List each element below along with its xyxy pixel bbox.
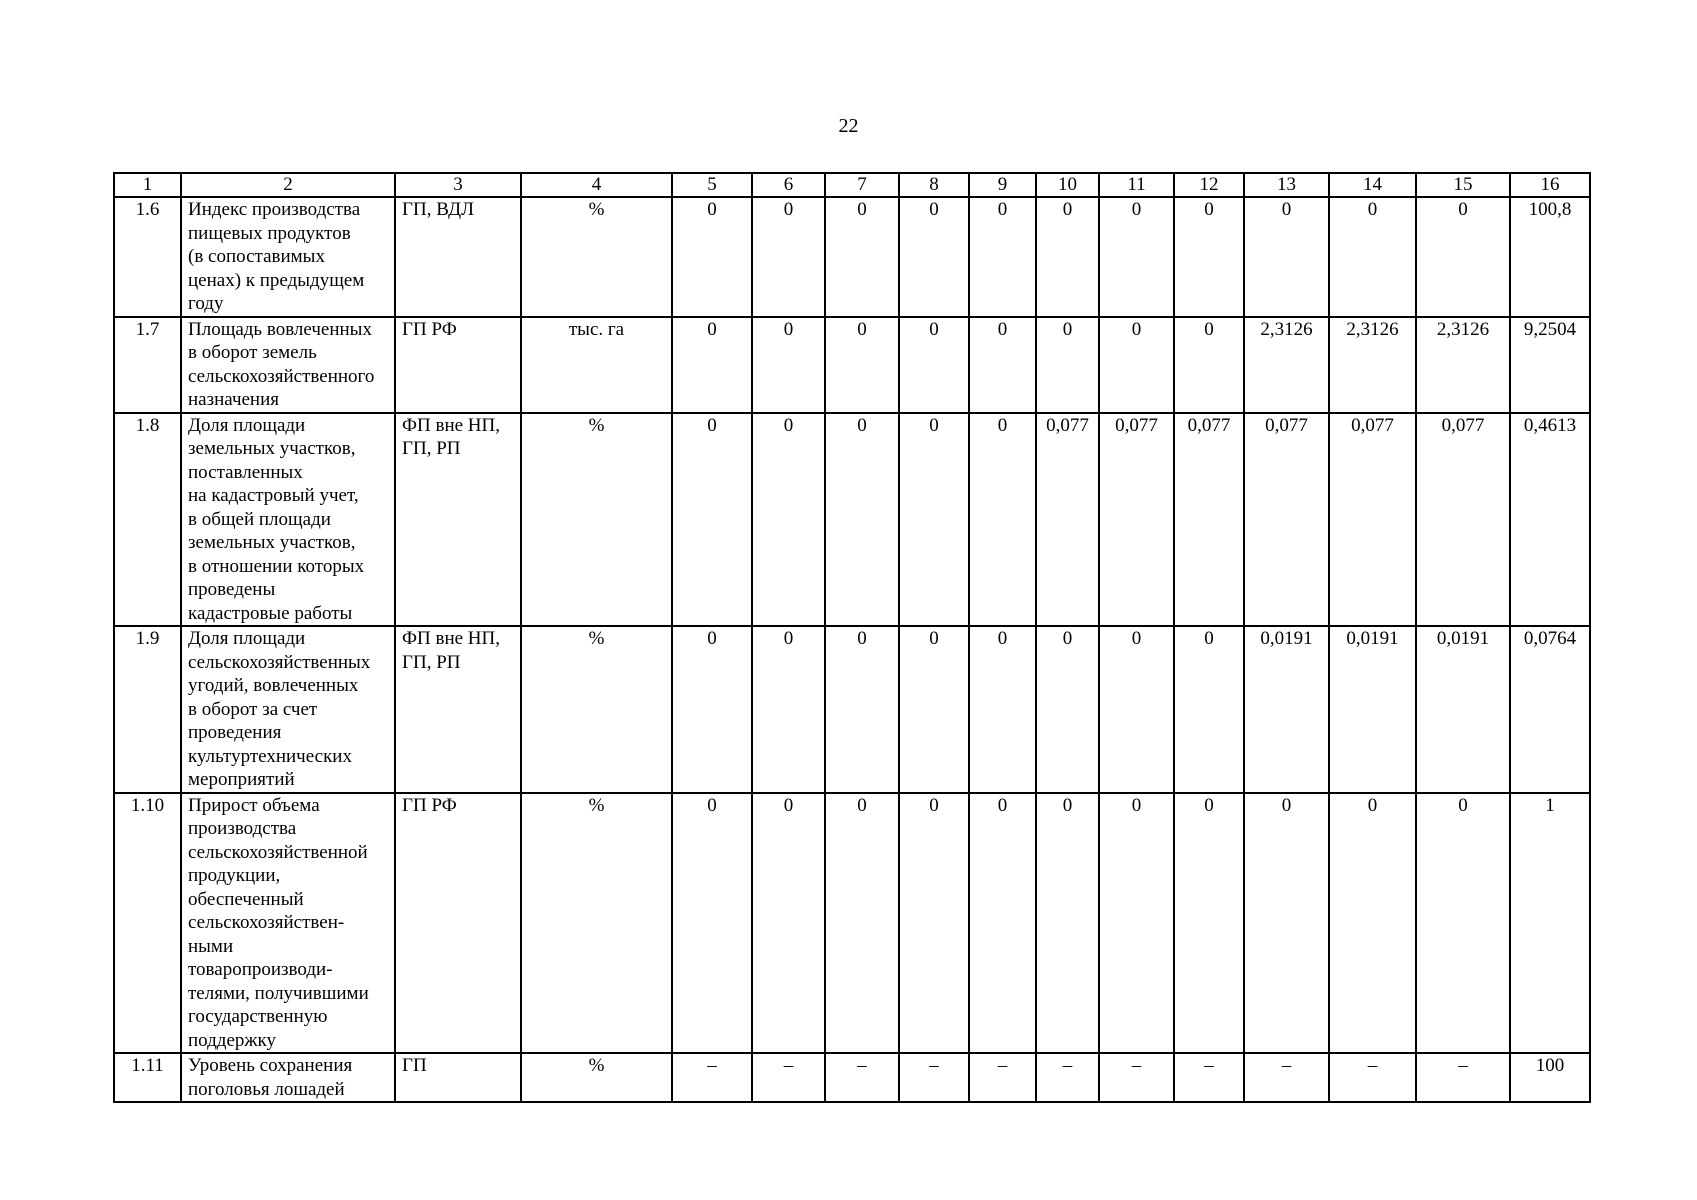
value-cell: 2,3126 bbox=[1244, 317, 1329, 413]
value-cell: 0 bbox=[672, 197, 752, 317]
value-cell: 0 bbox=[1099, 197, 1174, 317]
value-cell: 0 bbox=[825, 317, 899, 413]
value-cell: – bbox=[1329, 1053, 1416, 1102]
page-number: 22 bbox=[838, 115, 859, 137]
row-number-cell: 1.6 bbox=[114, 197, 181, 317]
value-cell: 0 bbox=[1416, 793, 1510, 1054]
table-row bbox=[114, 317, 1590, 413]
unit-cell: % bbox=[521, 626, 672, 793]
value-cell: 0 bbox=[969, 793, 1036, 1054]
source-cell: ФП вне НП, ГП, РП bbox=[395, 413, 521, 627]
value-cell: 0 bbox=[825, 413, 899, 627]
value-cell: 0 bbox=[672, 793, 752, 1054]
indicators-table bbox=[113, 172, 1591, 1103]
value-cell: 0 bbox=[969, 413, 1036, 627]
value-cell: 0 bbox=[899, 793, 969, 1054]
value-cell: 0 bbox=[899, 317, 969, 413]
column-number-cell: 11 bbox=[1099, 173, 1174, 197]
value-cell: 0,4613 bbox=[1510, 413, 1590, 627]
value-cell: – bbox=[672, 1053, 752, 1102]
column-number-cell: 7 bbox=[825, 173, 899, 197]
indicator-name-cell: Прирост объема производства сельскохозяйственной продукции, обеспеченный сельскохозяйствен- ными товаропроизводи- телями, получившими государственную поддержку bbox=[181, 793, 395, 1054]
indicator-name-cell: Доля площади земельных участков, поставленных на кадастровый учет, в общей площади земельных участков, в отношении которых проведены кадастровые работы bbox=[181, 413, 395, 627]
column-number-cell: 15 bbox=[1416, 173, 1510, 197]
value-cell: 0 bbox=[825, 626, 899, 793]
indicator-name-cell: Уровень сохранения поголовья лошадей bbox=[181, 1053, 395, 1102]
value-cell: 0,077 bbox=[1244, 413, 1329, 627]
column-number-cell: 10 bbox=[1036, 173, 1099, 197]
column-number-cell: 6 bbox=[752, 173, 825, 197]
value-cell: 0,077 bbox=[1174, 413, 1244, 627]
table-row bbox=[114, 413, 1590, 627]
indicator-name-cell: Индекс производства пищевых продуктов (в сопоставимых ценах) к предыдущем году bbox=[181, 197, 395, 317]
value-cell: 0 bbox=[825, 793, 899, 1054]
column-number-cell: 2 bbox=[181, 173, 395, 197]
table-row bbox=[114, 626, 1590, 793]
value-cell: 0 bbox=[1244, 793, 1329, 1054]
value-cell: 0 bbox=[899, 626, 969, 793]
value-cell: 0 bbox=[1036, 626, 1099, 793]
table-row bbox=[114, 1053, 1590, 1102]
value-cell: – bbox=[899, 1053, 969, 1102]
column-number-cell: 9 bbox=[969, 173, 1036, 197]
value-cell: 0 bbox=[1174, 317, 1244, 413]
value-cell: 0 bbox=[1099, 317, 1174, 413]
value-cell: 0 bbox=[825, 197, 899, 317]
value-cell: 0,0191 bbox=[1416, 626, 1510, 793]
value-cell: 0 bbox=[752, 793, 825, 1054]
row-number-cell: 1.8 bbox=[114, 413, 181, 627]
column-number-cell: 12 bbox=[1174, 173, 1244, 197]
source-cell: ГП РФ bbox=[395, 793, 521, 1054]
unit-cell: тыс. га bbox=[521, 317, 672, 413]
value-cell: 2,3126 bbox=[1416, 317, 1510, 413]
value-cell: 0,0191 bbox=[1244, 626, 1329, 793]
column-number-cell: 4 bbox=[521, 173, 672, 197]
column-number-cell: 13 bbox=[1244, 173, 1329, 197]
column-number-cell: 1 bbox=[114, 173, 181, 197]
value-cell: 0,0191 bbox=[1329, 626, 1416, 793]
value-cell: 0 bbox=[1244, 197, 1329, 317]
value-cell: 0,0764 bbox=[1510, 626, 1590, 793]
value-cell: 0 bbox=[1036, 793, 1099, 1054]
value-cell: 0 bbox=[672, 626, 752, 793]
value-cell: 0 bbox=[899, 197, 969, 317]
row-number-cell: 1.10 bbox=[114, 793, 181, 1054]
row-number-cell: 1.7 bbox=[114, 317, 181, 413]
indicator-name-cell: Доля площади сельскохозяйственных угодий, вовлеченных в оборот за счет проведения культуртехнических мероприятий bbox=[181, 626, 395, 793]
value-cell: 0 bbox=[1329, 197, 1416, 317]
value-cell: 0 bbox=[899, 413, 969, 627]
source-cell: ГП, ВДЛ bbox=[395, 197, 521, 317]
value-cell: 0 bbox=[752, 626, 825, 793]
value-cell: – bbox=[752, 1053, 825, 1102]
value-cell: – bbox=[1174, 1053, 1244, 1102]
value-cell: 100 bbox=[1510, 1053, 1590, 1102]
value-cell: 0,077 bbox=[1036, 413, 1099, 627]
column-number-cell: 16 bbox=[1510, 173, 1590, 197]
value-cell: 0 bbox=[969, 626, 1036, 793]
row-number-cell: 1.9 bbox=[114, 626, 181, 793]
column-number-cell: 8 bbox=[899, 173, 969, 197]
value-cell: 0,077 bbox=[1099, 413, 1174, 627]
source-cell: ГП bbox=[395, 1053, 521, 1102]
value-cell: 0 bbox=[1329, 793, 1416, 1054]
unit-cell: % bbox=[521, 793, 672, 1054]
value-cell: 2,3126 bbox=[1329, 317, 1416, 413]
column-number-cell: 14 bbox=[1329, 173, 1416, 197]
value-cell: 0 bbox=[1416, 197, 1510, 317]
unit-cell: % bbox=[521, 197, 672, 317]
value-cell: 0 bbox=[1099, 793, 1174, 1054]
value-cell: 0 bbox=[672, 413, 752, 627]
value-cell: 0 bbox=[1036, 317, 1099, 413]
value-cell: – bbox=[1036, 1053, 1099, 1102]
value-cell: 0,077 bbox=[1329, 413, 1416, 627]
value-cell: 100,8 bbox=[1510, 197, 1590, 317]
value-cell: – bbox=[1099, 1053, 1174, 1102]
source-cell: ФП вне НП, ГП, РП bbox=[395, 626, 521, 793]
indicator-name-cell: Площадь вовлеченных в оборот земель сельскохозяйственного назначения bbox=[181, 317, 395, 413]
unit-cell: % bbox=[521, 413, 672, 627]
value-cell: 1 bbox=[1510, 793, 1590, 1054]
value-cell: 0 bbox=[752, 413, 825, 627]
value-cell: 0 bbox=[752, 317, 825, 413]
value-cell: 0 bbox=[969, 197, 1036, 317]
value-cell: 9,2504 bbox=[1510, 317, 1590, 413]
value-cell: 0,077 bbox=[1416, 413, 1510, 627]
value-cell: – bbox=[1416, 1053, 1510, 1102]
table-body bbox=[114, 173, 1590, 1102]
row-number-cell: 1.11 bbox=[114, 1053, 181, 1102]
value-cell: 0 bbox=[1174, 197, 1244, 317]
value-cell: 0 bbox=[1174, 793, 1244, 1054]
value-cell: 0 bbox=[752, 197, 825, 317]
column-number-row bbox=[114, 173, 1590, 197]
value-cell: – bbox=[969, 1053, 1036, 1102]
table-row bbox=[114, 197, 1590, 317]
value-cell: 0 bbox=[1036, 197, 1099, 317]
value-cell: 0 bbox=[1099, 626, 1174, 793]
value-cell: – bbox=[825, 1053, 899, 1102]
table-row bbox=[114, 793, 1590, 1054]
source-cell: ГП РФ bbox=[395, 317, 521, 413]
value-cell: 0 bbox=[1174, 626, 1244, 793]
column-number-cell: 5 bbox=[672, 173, 752, 197]
value-cell: 0 bbox=[969, 317, 1036, 413]
value-cell: 0 bbox=[672, 317, 752, 413]
value-cell: – bbox=[1244, 1053, 1329, 1102]
unit-cell: % bbox=[521, 1053, 672, 1102]
column-number-cell: 3 bbox=[395, 173, 521, 197]
